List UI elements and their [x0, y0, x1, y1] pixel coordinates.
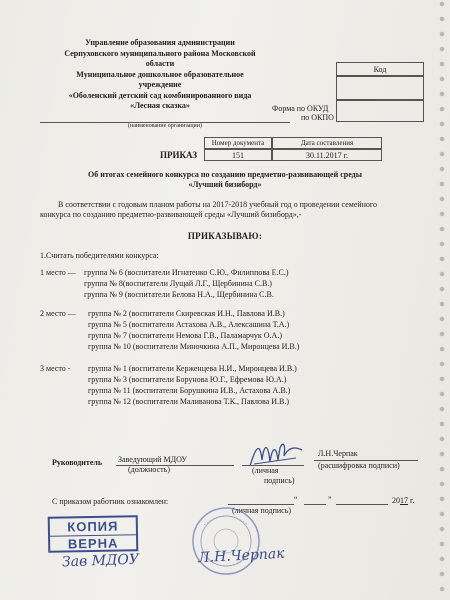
org-line: «Оболенский детский сад комбинированного вида	[68, 90, 252, 100]
signature-role-label: Руководитель	[52, 458, 103, 467]
point1-text: 1.Считать победителями конкурса:	[40, 251, 159, 260]
group-line: группа № 7 (воспитатели Немова Г.В., Паламарчук О.А.)	[88, 331, 282, 340]
group-line: группа № 9 (воспитатели Белова Н.А., Щербинина С.В.	[84, 290, 274, 299]
group-line: группа № 11 (воспитатели Борушкина И.В., Астахова А.В.)	[88, 386, 291, 395]
group-line: группа № 1 (воспитатели Керженцева Н.И., Миронцева И.В.)	[88, 364, 297, 373]
acquaint-quote-open: “	[294, 495, 298, 504]
order-title-line2: «Лучший бизиборд»	[188, 180, 262, 189]
org-block	[40, 38, 280, 112]
copy-certified-stamp	[48, 515, 139, 553]
doc-number-cell	[204, 149, 272, 161]
order-title-line1: Об итогах семейного конкурса по созданию предметно-развивающей среды	[88, 170, 362, 179]
acquaint-quote-close: ”	[328, 495, 332, 504]
handwritten-name: Л.Н.Черпак	[197, 545, 285, 567]
acquaint-year-end: г.	[408, 496, 415, 505]
org-line: Управление образования администрации	[85, 38, 235, 47]
group-line: группа № 5 (воспитатели Астахова А.В., Алексашина Т.А.)	[88, 320, 290, 329]
org-line: области	[145, 59, 175, 68]
doc-number-header-cell	[204, 137, 272, 149]
okpo-cell	[336, 100, 424, 122]
doc-date-value: 30.11.2017 г.	[305, 151, 349, 160]
acquaint-day-underline	[304, 504, 326, 505]
doc-date-cell	[272, 149, 382, 161]
acquaint-year	[392, 496, 414, 505]
order-word: ПРИКАЗЫВАЮ:	[187, 231, 263, 241]
group-line: группа № 2 (воспитатели Скиревская И.Н., Павлова И.В.)	[88, 309, 285, 318]
signature-position-caption: (должность)	[128, 465, 170, 474]
preamble-line1: В соответствии с годовым планом работы на 2017-2018 учебный год о проведении семейного	[58, 200, 378, 209]
acquaint-label: С приказом работник ознакомлен:	[52, 497, 169, 506]
doc-number-header: Номер документа	[211, 139, 265, 147]
acquaint-month-underline	[336, 504, 388, 505]
stamp-line1: КОПИЯ	[67, 518, 119, 535]
signature-position-value: Заведующий МДОУ	[118, 455, 188, 464]
group-line: группа № 12 (воспитатели Маливанова Т.К., Павлова И.В.)	[88, 397, 290, 406]
okud-cell	[336, 76, 424, 100]
doc-number-value: 151	[232, 151, 244, 160]
preamble-line2: конкурса по созданию предметно-развивающей среды «Лучший бизиборд»,-	[40, 210, 302, 219]
place-label: 3 место -	[40, 364, 71, 373]
signature-name-caption: (расшифровка подписи)	[318, 461, 400, 470]
okud-label: Форма по ОКУД	[272, 104, 329, 113]
code-header-cell	[336, 62, 424, 76]
group-line: группа № 10 (воспитатели Миночкина А.П., Миронцева И.В.)	[88, 342, 300, 351]
doc-date-header: Дата составления	[300, 139, 354, 147]
okpo-label: по ОКПО	[301, 113, 334, 122]
acquaint-sign-caption: (личная подпись)	[232, 506, 292, 515]
signature-sign-caption-1: (личная	[252, 466, 279, 475]
binder-holes	[438, 0, 446, 600]
code-label: Код	[373, 65, 387, 74]
org-caption: (наименование организации)	[128, 123, 202, 129]
org-line: «Лесная сказка»	[130, 101, 190, 110]
group-line: группа № 3 (воспитатели Борунова Ю.Г., Ефремова Ю.А.)	[88, 375, 287, 384]
org-line: учреждение	[138, 80, 182, 89]
org-line: Муниципальное дошкольное образовательное	[76, 69, 244, 79]
signature-name-value: Л.Н.Черпак	[318, 449, 358, 458]
acquaint-year-prefix: 20	[392, 496, 400, 505]
doc-type-label: ПРИКАЗ	[160, 150, 198, 160]
org-line: Серпуховского муниципального района Московской	[64, 48, 256, 58]
signature-sign-caption-2: подпись)	[264, 476, 295, 485]
acquaint-year-suffix: 17	[400, 496, 408, 505]
group-line: группа № 6 (воспитатели Игнатенко С.Ю., Филиппова Е.С.)	[84, 268, 289, 277]
stamp-line2: ВЕРНА	[50, 534, 136, 552]
group-line: группа № 8(воспитатели Лущай Л.Г., Щербинина С.В.)	[84, 279, 272, 288]
handwritten-position: Зав МДОУ	[61, 551, 140, 571]
place-label: 1 место —	[40, 268, 76, 277]
doc-date-header-cell	[272, 137, 382, 149]
round-seal-icon	[190, 505, 262, 577]
place-label: 2 место —	[40, 309, 76, 318]
